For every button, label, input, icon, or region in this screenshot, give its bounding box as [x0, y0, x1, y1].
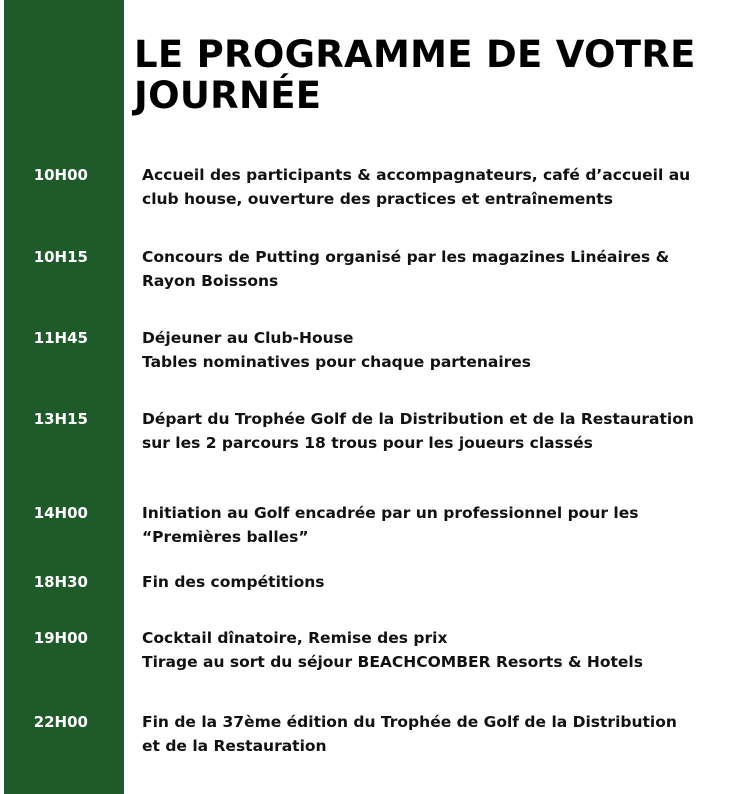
description-line: Concours de Putting organisé par les magazines Linéaires &: [142, 248, 670, 266]
page-title: [134, 34, 744, 116]
schedule-time: 13H15: [33, 410, 88, 428]
description-line: Fin des compétitions: [142, 573, 325, 591]
description-line: Tables nominatives pour chaque partenaires: [142, 353, 532, 371]
schedule-description: [142, 163, 742, 211]
schedule-time: 11H45: [33, 329, 88, 347]
schedule-description: [142, 710, 742, 758]
description-line: Tirage au sort du séjour BEACHCOMBER Resorts & Hotels: [142, 653, 643, 671]
schedule-description: [142, 245, 742, 293]
page-title-line-2: JOURNÉE: [134, 74, 322, 117]
schedule-time: 18H30: [33, 573, 88, 591]
description-line: Accueil des participants & accompagnateurs, café d’accueil au: [142, 166, 691, 184]
description-line: Déjeuner au Club-House: [142, 329, 354, 347]
schedule-description: [142, 326, 742, 374]
schedule-time: 22H00: [33, 713, 88, 731]
page-title-line-1: LE PROGRAMME DE VOTRE: [134, 33, 696, 76]
schedule-description: [142, 501, 742, 549]
schedule-time: 14H00: [33, 504, 88, 522]
description-line: club house, ouverture des practices et entraînements: [142, 190, 613, 208]
schedule-time: 10H15: [33, 248, 88, 266]
schedule-description: [142, 570, 742, 594]
description-line: Rayon Boissons: [142, 272, 279, 290]
description-line: Départ du Trophée Golf de la Distribution et de la Restauration: [142, 410, 694, 428]
sidebar-band: [4, 0, 124, 794]
description-line: “Premières balles”: [142, 528, 309, 546]
description-line: Cocktail dînatoire, Remise des prix: [142, 629, 448, 647]
schedule-time: 10H00: [33, 166, 88, 184]
description-line: Initiation au Golf encadrée par un professionnel pour les: [142, 504, 639, 522]
description-line: Fin de la 37ème édition du Trophée de Golf de la Distribution: [142, 713, 677, 731]
schedule-description: [142, 626, 742, 674]
description-line: et de la Restauration: [142, 737, 327, 755]
description-line: sur les 2 parcours 18 trous pour les joueurs classés: [142, 434, 593, 452]
schedule-time: 19H00: [33, 629, 88, 647]
schedule-description: [142, 407, 742, 455]
